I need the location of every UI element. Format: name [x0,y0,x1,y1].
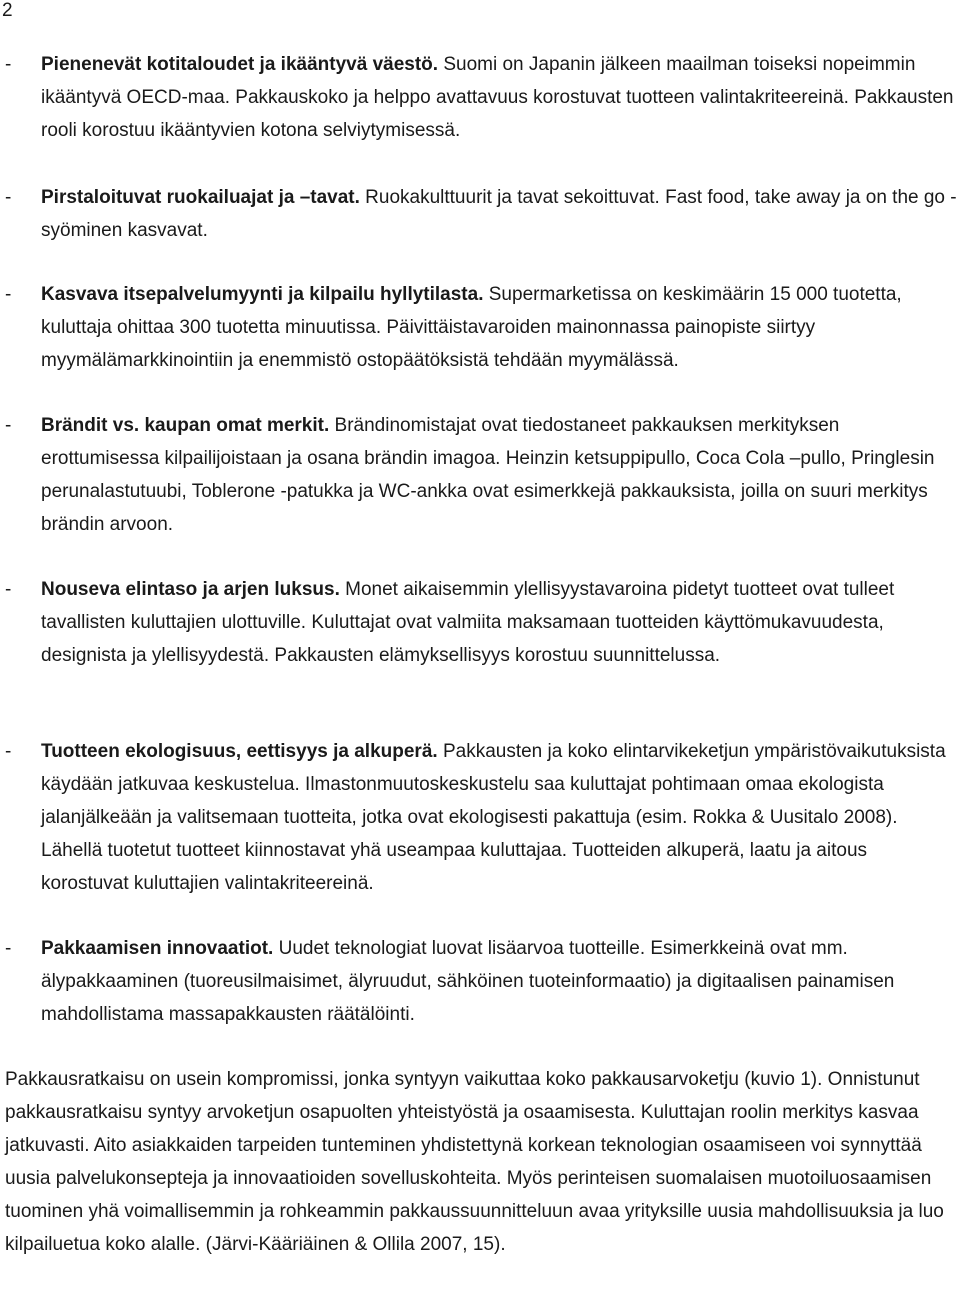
list-item-body: Monet aikaisemmin ylellisyystavaroina pidetyt tuotteet ovat tulleet tavallisten kuluttajien ulottuville. Kuluttajat ovat valmiita maksamaan tuotteiden käyttömukavuudesta, designista ja ylellisyydestä. Pakkausten elämyksellisyys korostuu suunnittelussa. [41,579,895,666]
list-item-text [41,573,958,672]
list-marker: - [5,741,12,762]
list-item-text [41,181,958,247]
list-item-title: Nouseva elintaso ja arjen luksus. [41,579,340,600]
list-marker: - [5,187,12,208]
list-item-title: Kasvava itsepalvelumyynti ja kilpailu hyllytilasta. [41,284,484,305]
list-item-title: Pirstaloituvat ruokailuajat ja –tavat. [41,187,360,208]
closing-paragraph: Pakkausratkaisu on usein kompromissi, jonka syntyyn vaikuttaa koko pakkausarvoketju (kuvio 1). Onnistunut pakkausratkaisu syntyy arvoketjun osapuolten yhteistyöstä ja osaamisesta. Kuluttajan roolin merkitys kasvaa jatkuvasti. Aito asiakkaiden tarpeiden tunteminen yhdistettynä korkean teknologian osaamiseen voi synnyttää uusia palvelukonsepteja ja innovaatioiden sovelluskohteita. Myös perinteisen suomalaisen muotoiluosaamisen tuominen yhä voimallisemmin ja rohkeammin pakkaussuunnitteluun avaa yrityksille uusia mahdollisuuksia ja luo kilpailuetua koko alalle. (Järvi-Kääriäinen & Ollila 2007, 15). [5,1069,944,1255]
list-marker: - [5,579,12,600]
list-item-title: Tuotteen ekologisuus, eettisyys ja alkuperä. [41,741,438,762]
list-item-body: Pakkausten ja koko elintarvikeketjun ympäristövaikutuksista käydään jatkuvaa keskustelua. Ilmastonmuutoskeskustelu saa kuluttajat pohtimaan omaa ekologista jalanjälkeään ja valitsemaan tuotteita, jotka ovat ekologisesti pakattuja (esim. Rokka & Uusitalo 2008). Lähellä tuotetut tuotteet kiinnostavat yhä useampaa kuluttajaa. Tuotteiden alkuperä, laatu ja aitous korostuvat kuluttajien valintakriteereinä. [41,741,946,894]
page-number: 2 [2,0,13,21]
list-item-title: Pakkaamisen innovaatiot. [41,938,274,959]
list-marker: - [5,54,12,75]
list-item-text [41,48,958,147]
list-item-body: Uudet teknologiat luovat lisäarvoa tuotteille. Esimerkkeinä ovat mm. älypakkaaminen (tuoreusilmaisimet, älyruudut, sähköinen tuoteinformaatio) ja digitaalisen painamisen mahdollistama massapakkausten räätälöinti. [41,938,895,1025]
list-item-text [41,735,958,900]
list-item-text [41,409,958,541]
list-item-body: Ruokakulttuurit ja tavat sekoittuvat. Fast food, take away ja on the go -syöminen kasvavat. [41,187,957,241]
list-marker: - [5,938,12,959]
list-item-text [41,278,958,377]
list-marker: - [5,415,12,436]
list-item-body: Suomi on Japanin jälkeen maailman toiseksi nopeimmin ikääntyvä OECD-maa. Pakkauskoko ja helppo avattavuus korostuvat tuotteen valintakriteereinä. Pakkausten rooli korostuu ikääntyvien kotona selviytymisessä. [41,54,954,141]
list-item-text [41,932,958,1031]
list-item-body: Brändinomistajat ovat tiedostaneet pakkauksen merkityksen erottumisessa kilpailijoistaan ja osana brändin imagoa. Heinzin ketsuppipullo, Coca Cola –pullo, Pringlesin perunalastutuubi, Toblerone -patukka ja WC-ankka ovat esimerkkejä pakkauksista, joilla on suuri merkitys brändin arvoon. [41,415,935,535]
list-item-title: Brändit vs. kaupan omat merkit. [41,415,330,436]
list-marker: - [5,284,12,305]
list-item-title: Pienenevät kotitaloudet ja ikääntyvä väestö. [41,54,439,75]
list-item-body: Supermarketissa on keskimäärin 15 000 tuotetta, kuluttaja ohittaa 300 tuotetta minuutissa. Päivittäistavaroiden mainonnassa painopiste siirtyy myymälämarkkinointiin ja enemmistö ostopäätöksistä tehdään myymälässä. [41,284,902,371]
